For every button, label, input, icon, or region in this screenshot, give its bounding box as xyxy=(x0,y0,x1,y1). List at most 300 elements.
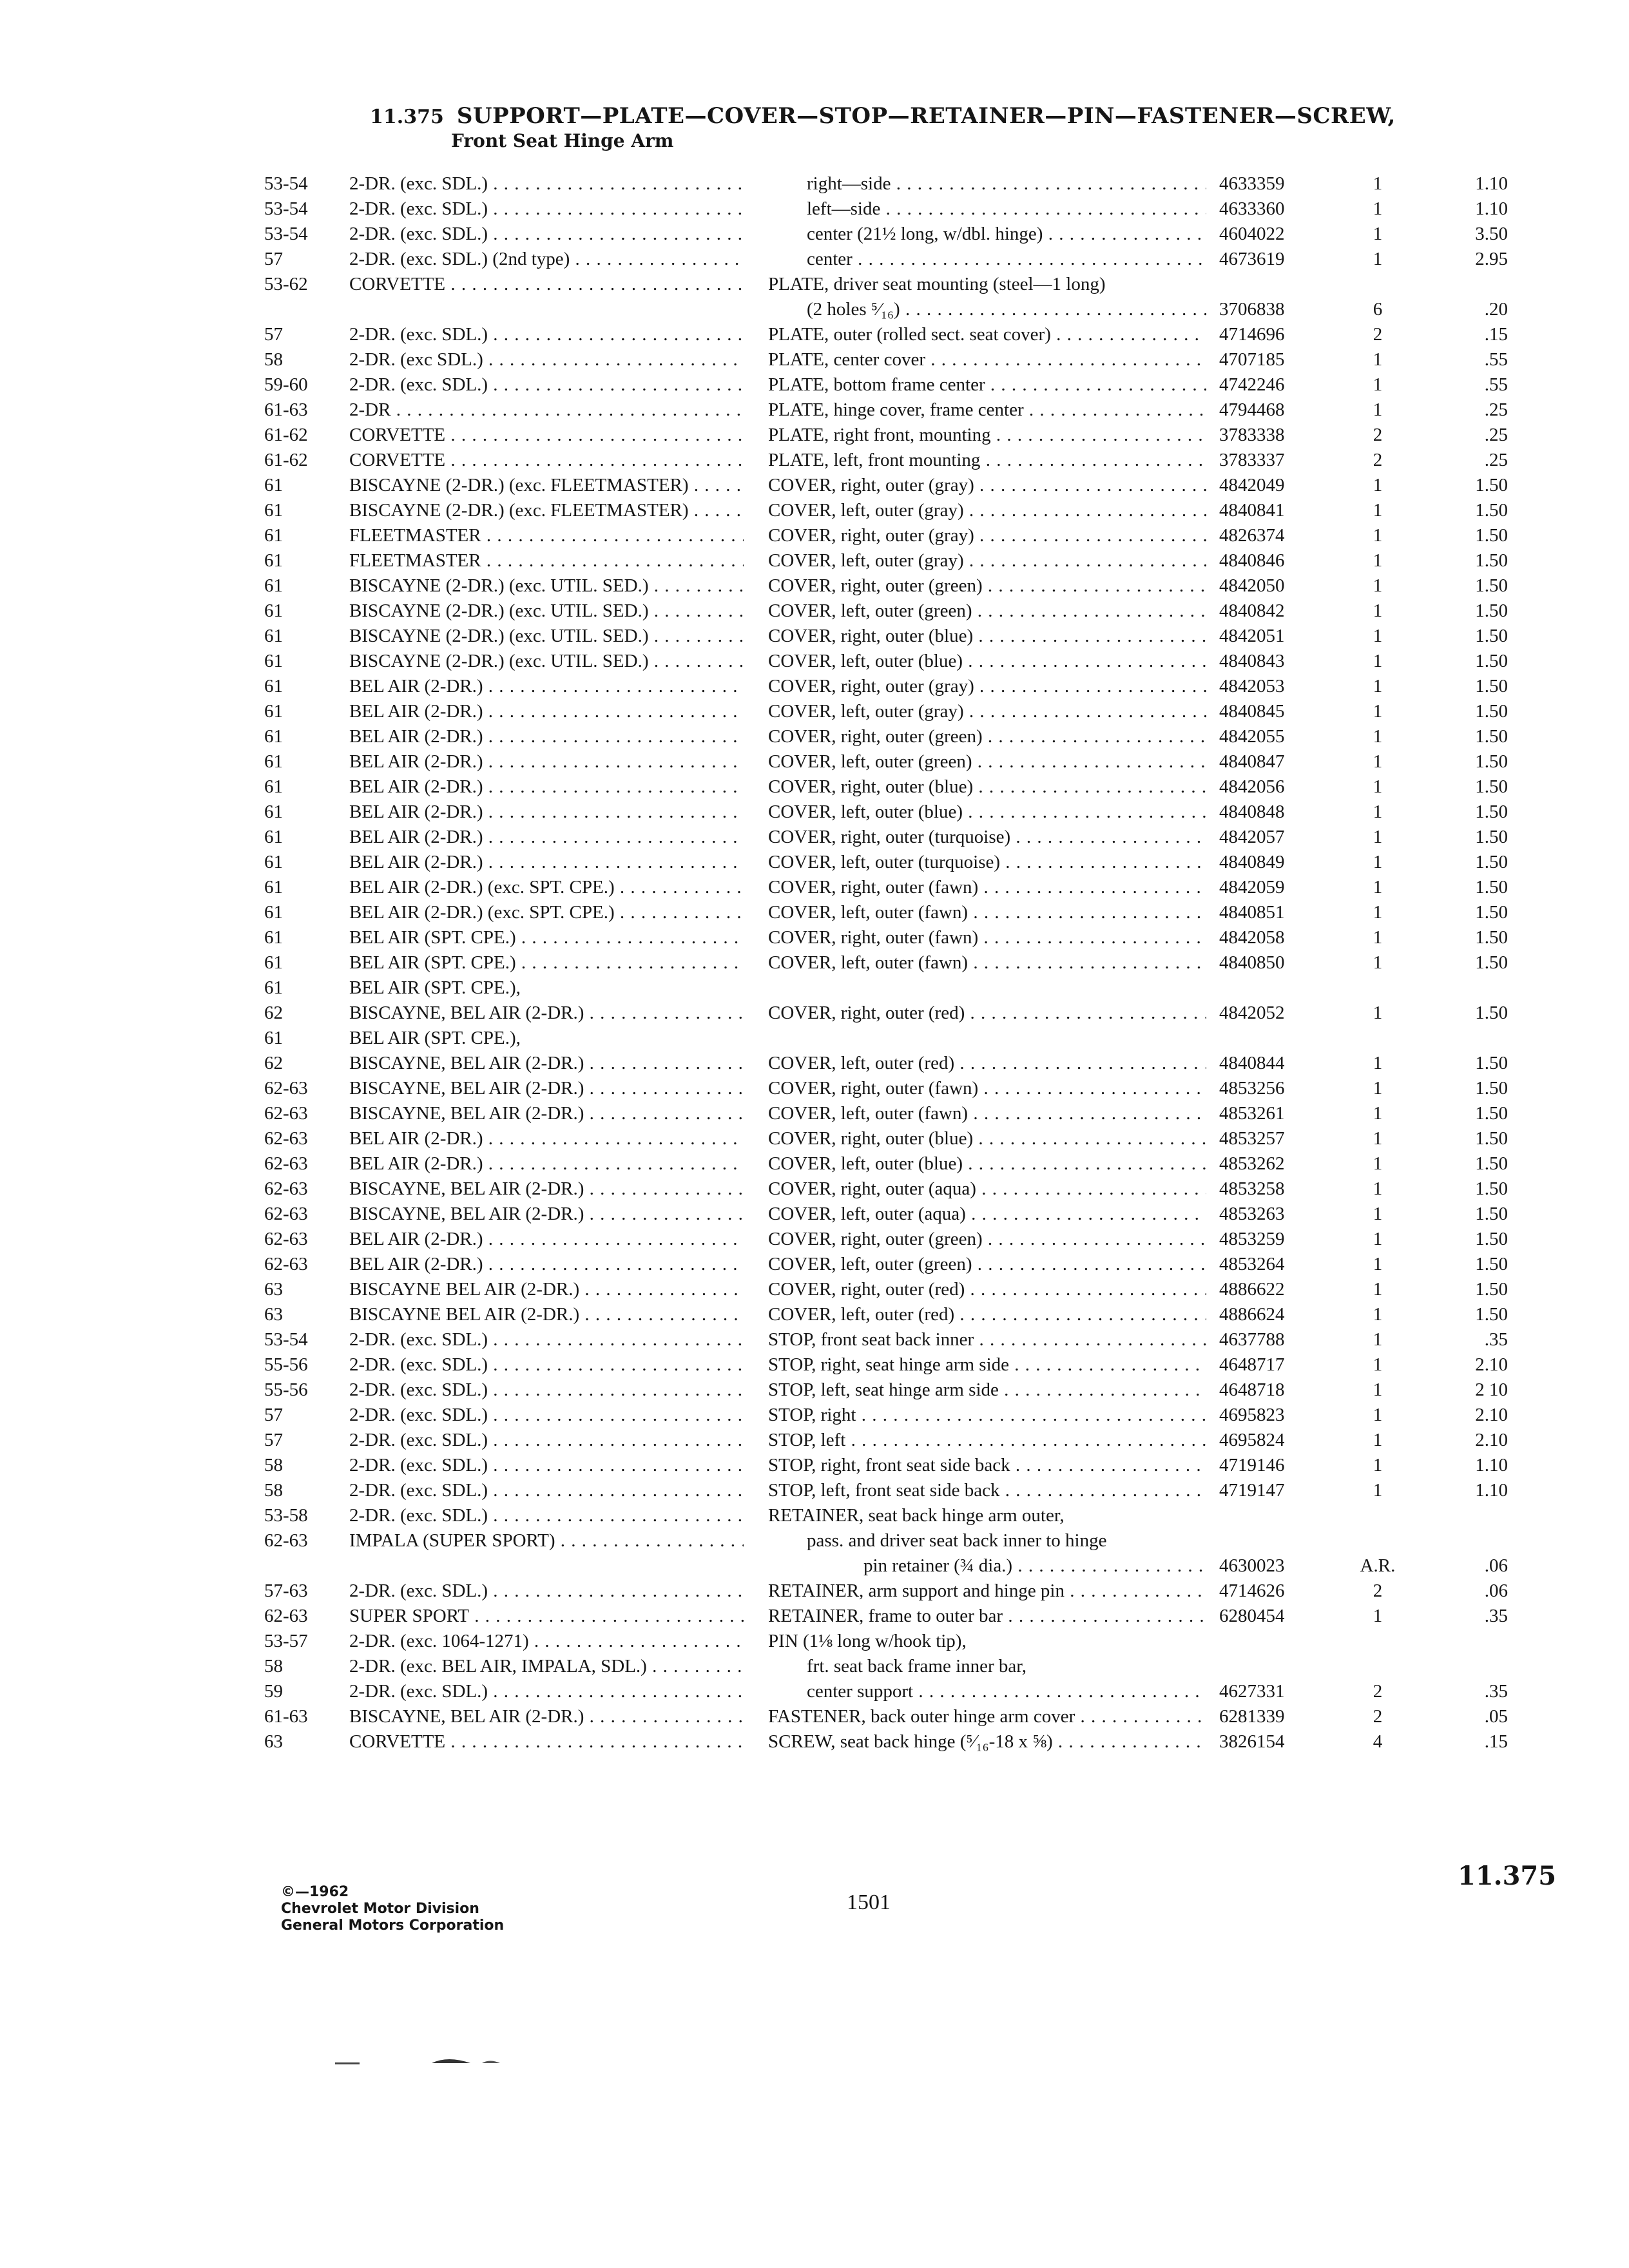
part-number: 4840848 xyxy=(1219,802,1285,822)
row-line xyxy=(264,1352,1559,1378)
table-row xyxy=(264,548,1559,573)
model-name: 2-DR. (exc. SDL.) (2nd type) . . . xyxy=(349,247,744,272)
part-number: 3706838 xyxy=(1219,299,1285,320)
model-name: SUPER SPORT . . . xyxy=(349,1604,744,1629)
table-row xyxy=(264,322,1559,347)
part-number: 4842058 xyxy=(1219,927,1285,948)
row-line xyxy=(264,1378,1559,1403)
quantity: 1 xyxy=(1373,1480,1383,1501)
part-description: COVER, right, outer (green) . . . xyxy=(768,724,1206,749)
model-year: 61 xyxy=(264,751,283,772)
part-description: COVER, right, outer (green) . . . xyxy=(768,1227,1206,1252)
price: 1.50 xyxy=(1475,776,1508,797)
table-row xyxy=(264,272,1559,322)
model-year: 62 xyxy=(264,1053,283,1073)
row-line xyxy=(264,1252,1559,1277)
table-row xyxy=(264,1277,1559,1302)
table-row xyxy=(264,247,1559,272)
model-name: BEL AIR (2-DR.) (exc. SPT. CPE.) . . . xyxy=(349,875,744,900)
model-name: 2-DR. (exc. SDL.) . . . xyxy=(349,1352,744,1378)
price: 1.50 xyxy=(1475,676,1508,697)
section-number: 11.375 xyxy=(370,106,444,128)
model-year: 53-54 xyxy=(264,198,308,219)
model-year: 62-63 xyxy=(264,1606,308,1626)
quantity: 2 xyxy=(1373,1681,1383,1702)
model-year: 58 xyxy=(264,1480,283,1501)
price: .55 xyxy=(1484,374,1508,395)
model-name: 2-DR. (exc. SDL.) . . . xyxy=(349,1428,744,1453)
part-description: frt. seat back frame inner bar, xyxy=(807,1656,1027,1677)
table-row xyxy=(264,1503,1559,1579)
price: 1.50 xyxy=(1475,1153,1508,1174)
model-year: 59 xyxy=(264,1681,283,1702)
quantity: 1 xyxy=(1373,1078,1383,1099)
part-description: COVER, right, outer (red) . . . xyxy=(768,1001,1206,1026)
table-row xyxy=(264,1252,1559,1277)
price: 1.50 xyxy=(1475,1254,1508,1274)
model-year: 61 xyxy=(264,877,283,898)
model-name: BISCAYNE (2-DR.) (exc. UTIL. SED.) . . . xyxy=(349,649,744,674)
part-number: 4853256 xyxy=(1219,1078,1285,1099)
part-number: 4840849 xyxy=(1219,852,1285,872)
price: 1.50 xyxy=(1475,902,1508,923)
part-description: left—side . . . xyxy=(807,197,1206,222)
row-line xyxy=(264,1579,1559,1604)
model-year: 61 xyxy=(264,601,283,621)
table-row xyxy=(264,1428,1559,1453)
part-description: STOP, right, seat hinge arm side . . . xyxy=(768,1352,1206,1378)
row-line xyxy=(264,1151,1559,1177)
part-description: COVER, left, outer (green) . . . xyxy=(768,1252,1206,1277)
model-name: BEL AIR (SPT. CPE.), xyxy=(349,977,521,998)
quantity: 1 xyxy=(1373,349,1383,370)
model-name: BEL AIR (2-DR.) . . . xyxy=(349,825,744,850)
table-row xyxy=(264,649,1559,674)
row-line xyxy=(264,649,1559,674)
row-line xyxy=(264,222,1559,247)
table-row xyxy=(264,1076,1559,1101)
scan-artifact-marks xyxy=(335,2049,554,2068)
table-row xyxy=(264,423,1559,448)
model-year: 59-60 xyxy=(264,374,308,395)
part-description: FASTENER, back outer hinge arm cover . . . xyxy=(768,1704,1206,1729)
part-description: COVER, right, outer (fawn) . . . xyxy=(768,875,1206,900)
row-line xyxy=(264,498,1559,523)
model-name: 2-DR. (exc. SDL.) . . . xyxy=(349,322,744,347)
model-name: FLEETMASTER . . . xyxy=(349,548,744,573)
quantity: 2 xyxy=(1373,324,1383,345)
model-name: BEL AIR (2-DR.) . . . xyxy=(349,1227,744,1252)
price: 1.10 xyxy=(1475,1480,1508,1501)
model-year: 61-63 xyxy=(264,1706,308,1727)
part-number: 4714626 xyxy=(1219,1581,1285,1601)
model-year: 61 xyxy=(264,827,283,847)
price: .25 xyxy=(1484,399,1508,420)
model-name: BEL AIR (2-DR.) . . . xyxy=(349,674,744,699)
model-year: 55-56 xyxy=(264,1379,308,1400)
row-line xyxy=(264,825,1559,850)
price: 2.95 xyxy=(1475,249,1508,269)
model-name: BISCAYNE (2-DR.) (exc. FLEETMASTER) . . . xyxy=(349,498,744,523)
quantity: 1 xyxy=(1373,399,1383,420)
part-number: 4707185 xyxy=(1219,349,1285,370)
row-line xyxy=(264,1729,1559,1754)
row-line xyxy=(264,448,1559,473)
part-number: 4695823 xyxy=(1219,1405,1285,1425)
quantity: 1 xyxy=(1373,1329,1383,1350)
model-name: BISCAYNE BEL AIR (2-DR.) . . . xyxy=(349,1277,744,1302)
table-row xyxy=(264,1453,1559,1478)
quantity: 1 xyxy=(1373,751,1383,772)
part-description: COVER, left, outer (green) . . . xyxy=(768,599,1206,624)
model-name: BEL AIR (SPT. CPE.) . . . xyxy=(349,925,744,950)
model-year: 61 xyxy=(264,977,283,998)
model-year: 62-63 xyxy=(264,1254,308,1274)
row-line xyxy=(264,900,1559,925)
row-line xyxy=(264,171,1559,197)
model-year: 58 xyxy=(264,1656,283,1677)
quantity: 1 xyxy=(1373,1254,1383,1274)
part-number: 4840843 xyxy=(1219,651,1285,671)
price: 2.10 xyxy=(1475,1354,1508,1375)
price: .06 xyxy=(1484,1581,1508,1601)
part-number: 4842052 xyxy=(1219,1003,1285,1023)
model-year: 61 xyxy=(264,701,283,722)
table-row xyxy=(264,624,1559,649)
model-name: 2-DR. (exc. SDL.) . . . xyxy=(349,171,744,197)
quantity: 1 xyxy=(1373,1053,1383,1073)
table-row xyxy=(264,800,1559,825)
price: 1.50 xyxy=(1475,1128,1508,1149)
model-name: BISCAYNE (2-DR.) (exc. UTIL. SED.) . . . xyxy=(349,599,744,624)
model-name: BEL AIR (2-DR.) . . . xyxy=(349,1252,744,1277)
part-description: STOP, left . . . xyxy=(768,1428,1206,1453)
part-number: 4826374 xyxy=(1219,525,1285,546)
price: 1.50 xyxy=(1475,952,1508,973)
model-year: 53-54 xyxy=(264,1329,308,1350)
model-name: BEL AIR (2-DR.) . . . xyxy=(349,749,744,774)
part-number: 4842057 xyxy=(1219,827,1285,847)
table-row xyxy=(264,498,1559,523)
parts-list xyxy=(264,171,1559,1754)
model-year: 61 xyxy=(264,802,283,822)
part-number: 4673619 xyxy=(1219,249,1285,269)
part-description: COVER, right, outer (fawn) . . . xyxy=(768,925,1206,950)
price: 1.50 xyxy=(1475,525,1508,546)
part-description: STOP, front seat back inner . . . xyxy=(768,1327,1206,1352)
price: 1.50 xyxy=(1475,1279,1508,1300)
price: 1.50 xyxy=(1475,1003,1508,1023)
model-year: 62-63 xyxy=(264,1128,308,1149)
model-year: 62-63 xyxy=(264,1103,308,1124)
scan-mark xyxy=(482,2061,500,2064)
row-line xyxy=(264,1503,1559,1528)
quantity: 1 xyxy=(1373,877,1383,898)
quantity: 1 xyxy=(1373,1153,1383,1174)
part-number: 4842056 xyxy=(1219,776,1285,797)
model-year: 61 xyxy=(264,927,283,948)
row-line xyxy=(264,548,1559,573)
model-year: 53-62 xyxy=(264,274,308,294)
model-name: 2-DR. (exc. SDL.) . . . xyxy=(349,372,744,398)
row-line xyxy=(264,1428,1559,1453)
part-description: COVER, left, outer (blue) . . . xyxy=(768,1151,1206,1177)
quantity: 1 xyxy=(1373,1304,1383,1325)
row-line xyxy=(264,1126,1559,1151)
quantity: 1 xyxy=(1373,927,1383,948)
quantity: 2 xyxy=(1373,450,1383,470)
part-number: 4853261 xyxy=(1219,1103,1285,1124)
row-line xyxy=(264,1478,1559,1503)
row-line xyxy=(264,1629,1559,1654)
price: 1.50 xyxy=(1475,1078,1508,1099)
model-year: 62 xyxy=(264,1003,283,1023)
model-year: 53-58 xyxy=(264,1505,308,1526)
table-row xyxy=(264,197,1559,222)
table-row xyxy=(264,171,1559,197)
row-line xyxy=(264,1704,1559,1729)
price: 1.50 xyxy=(1475,1229,1508,1249)
table-row xyxy=(264,1579,1559,1604)
part-number: 6281339 xyxy=(1219,1706,1285,1727)
model-name: BISCAYNE, BEL AIR (2-DR.) . . . xyxy=(349,1051,744,1076)
quantity: 1 xyxy=(1373,1405,1383,1425)
row-line xyxy=(264,372,1559,398)
table-row xyxy=(264,1478,1559,1503)
model-name: BISCAYNE, BEL AIR (2-DR.) . . . xyxy=(349,1076,744,1101)
model-year: 61 xyxy=(264,676,283,697)
quantity: 2 xyxy=(1373,1706,1383,1727)
price: 1.50 xyxy=(1475,1053,1508,1073)
price: .15 xyxy=(1484,324,1508,345)
table-row xyxy=(264,850,1559,875)
part-number: 4853264 xyxy=(1219,1254,1285,1274)
model-year: 58 xyxy=(264,1455,283,1475)
model-name: CORVETTE . . . xyxy=(349,423,744,448)
part-number: 4842051 xyxy=(1219,626,1285,646)
part-description: RETAINER, arm support and hinge pin . . . xyxy=(768,1579,1206,1604)
section-subtitle: Front Seat Hinge Arm xyxy=(451,130,674,151)
row-line xyxy=(264,1177,1559,1202)
table-row xyxy=(264,1629,1559,1704)
table-row xyxy=(264,1378,1559,1403)
part-description: center support . . . xyxy=(807,1679,1206,1704)
price: 1.50 xyxy=(1475,550,1508,571)
model-name: 2-DR. (exc. SDL.) . . . xyxy=(349,1403,744,1428)
copyright-line: ©—1962 xyxy=(281,1884,349,1900)
price: .06 xyxy=(1484,1555,1508,1576)
model-name: BISCAYNE (2-DR.) (exc. UTIL. SED.) . . . xyxy=(349,624,744,649)
price: 1.50 xyxy=(1475,852,1508,872)
model-name: BISCAYNE, BEL AIR (2-DR.) . . . xyxy=(349,1177,744,1202)
quantity: 1 xyxy=(1373,802,1383,822)
model-year: 61 xyxy=(264,575,283,596)
model-year: 61 xyxy=(264,902,283,923)
model-year: 63 xyxy=(264,1304,283,1325)
price: 1.50 xyxy=(1475,877,1508,898)
model-name: BEL AIR (SPT. CPE.), xyxy=(349,1028,521,1048)
part-number: 4633360 xyxy=(1219,198,1285,219)
section-title: SUPPORT—PLATE—COVER—STOP—RETAINER—PIN—FASTENER—SCREW, xyxy=(456,103,1396,129)
model-year: 53-54 xyxy=(264,173,308,194)
part-number: 3826154 xyxy=(1219,1731,1285,1752)
part-description: COVER, right, outer (green) . . . xyxy=(768,573,1206,599)
quantity: 1 xyxy=(1373,776,1383,797)
quantity: 1 xyxy=(1373,1003,1383,1023)
model-year: 57 xyxy=(264,249,283,269)
part-description: COVER, left, outer (fawn) . . . xyxy=(768,1101,1206,1126)
part-description: PLATE, outer (rolled sect. seat cover) . . . xyxy=(768,322,1206,347)
row-line xyxy=(264,624,1559,649)
part-description: PLATE, bottom frame center . . . xyxy=(768,372,1206,398)
part-number: 3783337 xyxy=(1219,450,1285,470)
row-line xyxy=(264,1528,1559,1553)
model-year: 62-63 xyxy=(264,1530,308,1551)
row-line xyxy=(264,347,1559,372)
model-year: 53-57 xyxy=(264,1631,308,1651)
model-name: 2-DR. (exc. SDL.) . . . xyxy=(349,1679,744,1704)
part-description: RETAINER, frame to outer bar . . . xyxy=(768,1604,1206,1629)
price: 1.50 xyxy=(1475,575,1508,596)
table-row xyxy=(264,1126,1559,1151)
model-name: BEL AIR (2-DR.) . . . xyxy=(349,724,744,749)
quantity: 2 xyxy=(1373,1581,1383,1601)
row-line xyxy=(264,1679,1559,1704)
model-year: 62-63 xyxy=(264,1178,308,1199)
table-row xyxy=(264,599,1559,624)
row-line xyxy=(264,1277,1559,1302)
part-description: PLATE, driver seat mounting (steel—1 long) xyxy=(768,274,1106,294)
price: 1.10 xyxy=(1475,1455,1508,1475)
part-number: 4648718 xyxy=(1219,1379,1285,1400)
model-year: 61 xyxy=(264,626,283,646)
price: .35 xyxy=(1484,1329,1508,1350)
model-name: BISCAYNE, BEL AIR (2-DR.) . . . xyxy=(349,1101,744,1126)
part-description: COVER, right, outer (turquoise) . . . xyxy=(768,825,1206,850)
price: 1.50 xyxy=(1475,626,1508,646)
price: 1.50 xyxy=(1475,726,1508,747)
part-description: COVER, left, outer (fawn) . . . xyxy=(768,900,1206,925)
price: 1.50 xyxy=(1475,802,1508,822)
model-year: 61-62 xyxy=(264,425,308,445)
model-year: 61 xyxy=(264,776,283,797)
quantity: 1 xyxy=(1373,1178,1383,1199)
row-line xyxy=(264,1101,1559,1126)
row-line xyxy=(264,473,1559,498)
part-description: COVER, left, outer (gray) . . . xyxy=(768,498,1206,523)
part-number: 4853259 xyxy=(1219,1229,1285,1249)
part-number: 4637788 xyxy=(1219,1329,1285,1350)
division-name: Chevrolet Motor Division xyxy=(281,1901,479,1917)
price: 3.50 xyxy=(1475,224,1508,244)
row-line xyxy=(264,297,1559,322)
price: 2.10 xyxy=(1475,1430,1508,1450)
part-description: COVER, right, outer (fawn) . . . xyxy=(768,1076,1206,1101)
model-name: BISCAYNE (2-DR.) (exc. FLEETMASTER) . . . xyxy=(349,473,744,498)
quantity: 1 xyxy=(1373,626,1383,646)
price: .25 xyxy=(1484,425,1508,445)
table-row xyxy=(264,1101,1559,1126)
part-number: 4840847 xyxy=(1219,751,1285,772)
quantity: 1 xyxy=(1373,701,1383,722)
part-description: COVER, right, outer (blue) . . . xyxy=(768,1126,1206,1151)
row-line xyxy=(264,800,1559,825)
model-name: CORVETTE . . . xyxy=(349,448,744,473)
part-number: 4840844 xyxy=(1219,1053,1285,1073)
quantity: 1 xyxy=(1373,1103,1383,1124)
publisher-block xyxy=(281,1884,504,1934)
model-year: 63 xyxy=(264,1731,283,1752)
table-row xyxy=(264,774,1559,800)
row-line xyxy=(264,1453,1559,1478)
quantity: 1 xyxy=(1373,726,1383,747)
part-description: pin retainer (¾ dia.) . . . xyxy=(863,1553,1206,1579)
row-line xyxy=(264,272,1559,297)
part-description: PLATE, left, front mounting . . . xyxy=(768,448,1206,473)
section-header xyxy=(370,103,1465,151)
model-name: 2-DR. (exc. SDL.) . . . xyxy=(349,1378,744,1403)
model-name: BISCAYNE, BEL AIR (2-DR.) . . . xyxy=(349,1001,744,1026)
price: 1.50 xyxy=(1475,827,1508,847)
table-row xyxy=(264,749,1559,774)
row-line xyxy=(264,1403,1559,1428)
model-name: BEL AIR (2-DR.) . . . xyxy=(349,699,744,724)
quantity: 4 xyxy=(1373,1731,1383,1752)
quantity: 1 xyxy=(1373,1354,1383,1375)
part-number: 4853262 xyxy=(1219,1153,1285,1174)
part-number: 4840850 xyxy=(1219,952,1285,973)
table-row xyxy=(264,875,1559,900)
row-line xyxy=(264,599,1559,624)
price: .55 xyxy=(1484,349,1508,370)
part-description: center (21½ long, w/dbl. hinge) . . . xyxy=(807,222,1206,247)
corporation-name: General Motors Corporation xyxy=(281,1917,505,1934)
model-name: FLEETMASTER . . . xyxy=(349,523,744,548)
quantity: 1 xyxy=(1373,1455,1383,1475)
model-name: BISCAYNE, BEL AIR (2-DR.) . . . xyxy=(349,1202,744,1227)
price: .20 xyxy=(1484,299,1508,320)
quantity: 1 xyxy=(1373,601,1383,621)
model-name: 2-DR. (exc. SDL.) . . . xyxy=(349,222,744,247)
model-year: 61 xyxy=(264,500,283,521)
part-number: 3783338 xyxy=(1219,425,1285,445)
table-row xyxy=(264,1177,1559,1202)
quantity: 1 xyxy=(1373,676,1383,697)
row-line xyxy=(264,573,1559,599)
model-year: 61 xyxy=(264,651,283,671)
quantity: 1 xyxy=(1373,198,1383,219)
quantity: 1 xyxy=(1373,575,1383,596)
price: 1.50 xyxy=(1475,1304,1508,1325)
price: 1.10 xyxy=(1475,173,1508,194)
table-row xyxy=(264,222,1559,247)
model-name: 2-DR . . . xyxy=(349,398,744,423)
part-number: 4794468 xyxy=(1219,399,1285,420)
model-year: 61 xyxy=(264,952,283,973)
part-description: COVER, left, outer (red) . . . xyxy=(768,1302,1206,1327)
part-description: center . . . xyxy=(807,247,1206,272)
table-row xyxy=(264,1704,1559,1729)
row-line xyxy=(264,423,1559,448)
model-year: 61 xyxy=(264,475,283,495)
model-name: IMPALA (SUPER SPORT) . . . xyxy=(349,1528,744,1553)
part-description: COVER, right, outer (gray) . . . xyxy=(768,473,1206,498)
table-row xyxy=(264,1352,1559,1378)
price: 1.50 xyxy=(1475,927,1508,948)
model-name: 2-DR. (exc. SDL.) . . . xyxy=(349,197,744,222)
part-description: COVER, left, outer (green) . . . xyxy=(768,749,1206,774)
scan-mark xyxy=(432,2059,470,2063)
